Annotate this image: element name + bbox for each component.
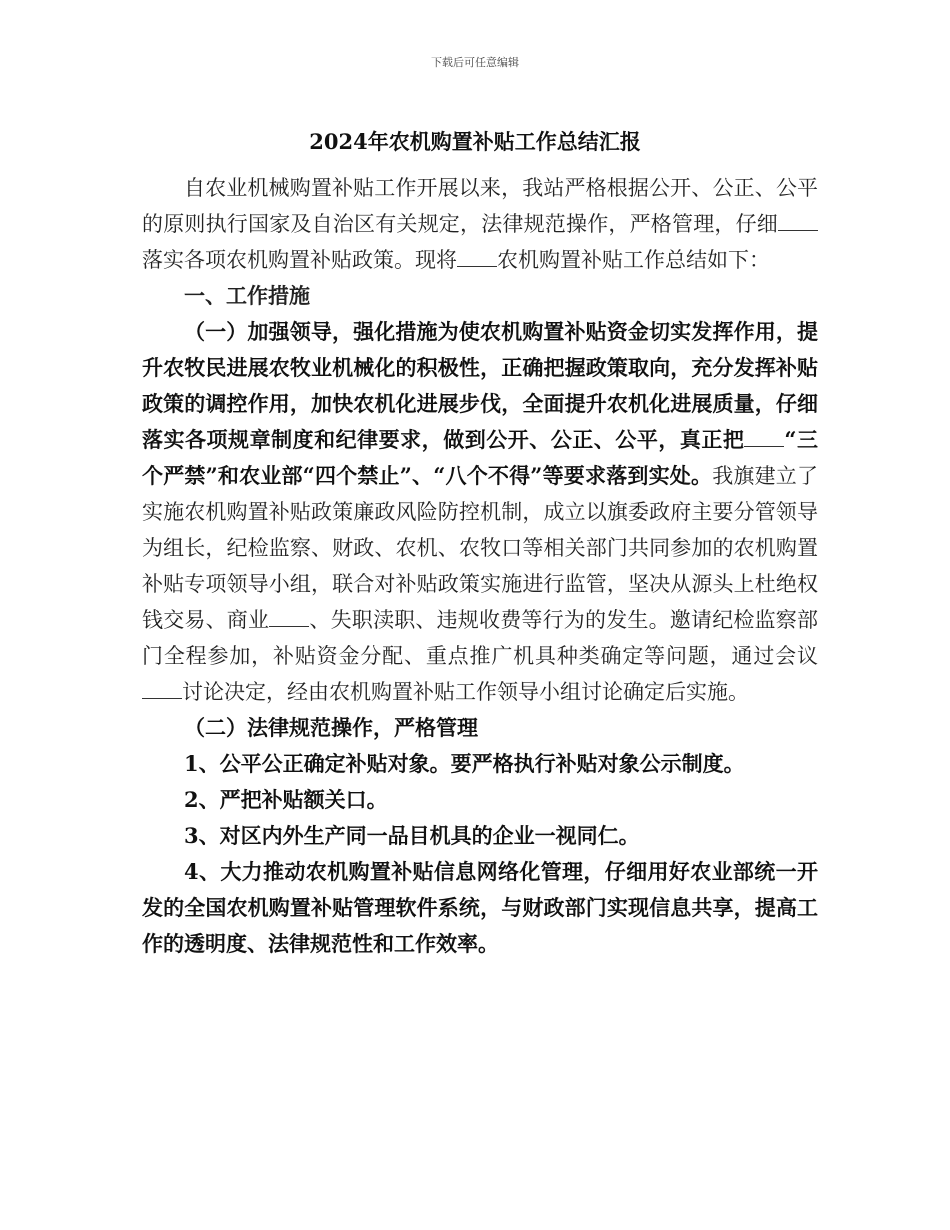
header-note: 下载后可任意编辑 [431, 56, 519, 69]
intro-text-1: 自农业机械购置补贴工作开展以来，我站严格根据公开、公正、公平的原则执行国家及自治区有关规定，法律规范操作，严格管理，仔细 [142, 176, 818, 236]
subsection-heading-2: （二）法律规范操作，严格管理 [184, 715, 478, 740]
document-title: 2024年农机购置补贴工作总结汇报 [309, 129, 641, 154]
intro-text-3: 农机购置补贴工作总结如下： [497, 248, 770, 272]
list-item-2: 2、严把补贴额关口。 [184, 787, 388, 812]
list-item-3: 3、对区内外生产同一品目机具的企业一视同仁。 [184, 823, 640, 848]
subsection-1-text-1: 我旗建立了实施农机购置补贴政策廉政风险防控机制，成立以旗委政府主要分管领导为组长，纪检监察、财政、农机、农牧口等相关部门共同参加的农机购置补贴专项领导小组，联合对补贴政策实施进行监管，坚决从源头上杜绝权钱交易、商业 [142, 464, 818, 632]
list-item-4: 4、大力推动农机购置补贴信息网络化管理，仔细用好农业部统一开发的全国农机购置补贴管理软件系统，与财政部门实现信息共享，提高工作的透明度、法律规范性和工作效率。 [142, 859, 818, 956]
blank-line [142, 680, 182, 699]
subsection-1-bold-text-2: “三个严禁”和农业部“四个禁止”、“八个不得”等要求落到实处。 [142, 427, 818, 488]
document-body [142, 170, 818, 962]
subsection-1-paragraph [142, 314, 818, 710]
subsection-1-bold-text-1: （一）加强领导，强化措施为使农机购置补贴资金切实发挥作用，提升农牧民进展农牧业机械化的积极性，正确把握政策取向，充分发挥补贴政策的调控作用，加快农机化进展步伐，全面提升农机化进展质量，仔细落实各项规章制度和纪律要求，做到公开、公正、公平，真正把 [142, 319, 818, 452]
blank-line [778, 212, 818, 231]
blank-line [744, 428, 784, 447]
list-item-1: 1、公平公正确定补贴对象。要严格执行补贴对象公示制度。 [184, 751, 745, 776]
section-heading-1: 一、工作措施 [184, 283, 310, 308]
subsection-1-text-3: 讨论决定，经由农机购置补贴工作领导小组讨论确定后实施。 [182, 680, 749, 704]
blank-line [269, 608, 309, 627]
intro-text-2: 落实各项农机购置补贴政策。现将 [142, 248, 457, 272]
subsection-1-text-2: 、失职渎职、违规收费等行为的发生。邀请纪检监察部门全程参加，补贴资金分配、重点推广机具种类确定等问题，通过会议 [142, 608, 819, 668]
blank-line [457, 248, 497, 267]
intro-paragraph [142, 170, 818, 278]
